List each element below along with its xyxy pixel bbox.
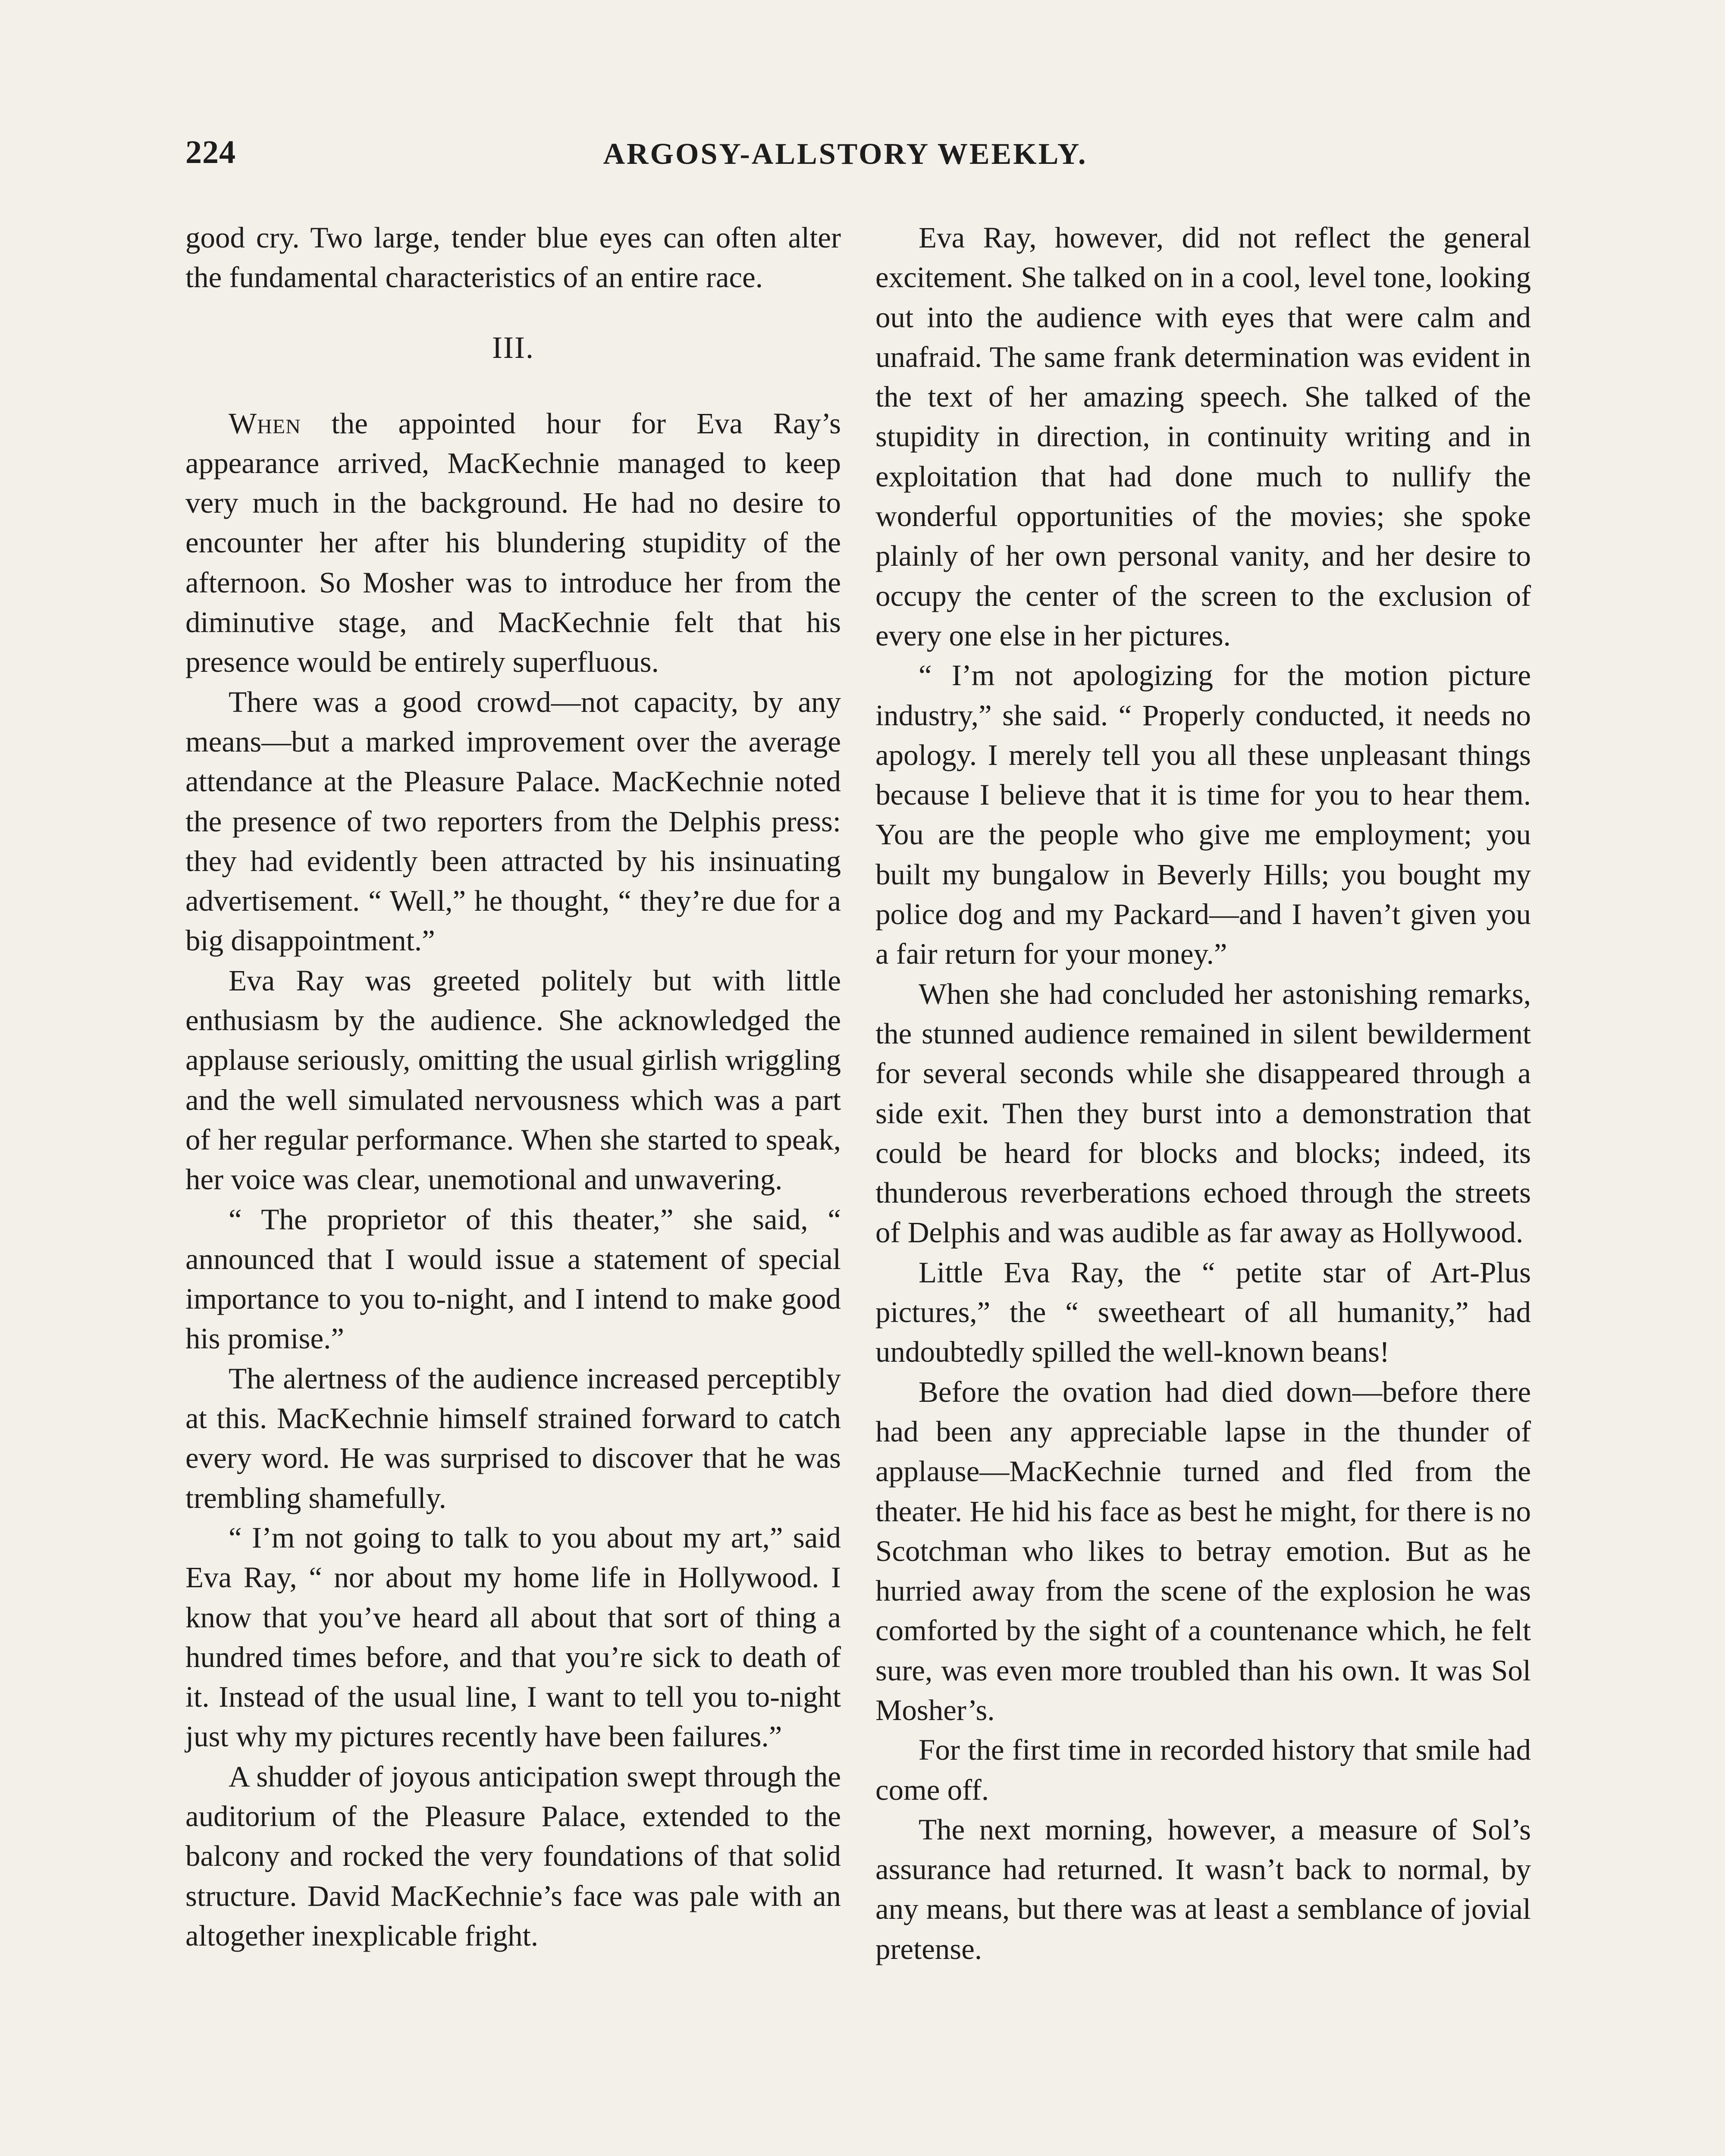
- running-head: ARGOSY-ALLSTORY WEEKLY.: [603, 138, 1088, 171]
- paragraph: The next morning, however, a measure of Sol’s assurance had returned. It wasn’t back to normal, by any means, but there was at least a semblance of jovial pretense.: [875, 1813, 1531, 1965]
- paragraph: For the first time in recorded history that smile had come off.: [875, 1733, 1531, 1806]
- paragraph: Little Eva Ray, the “ petite star of Art-Plus pictures,” the “ sweetheart of all humanity,” had undoubtedly spilled the well-known beans!: [875, 1256, 1531, 1369]
- paragraph: There was a good crowd—not capacity, by any means—but a marked improvement over the average attendance at the Pleasure Palace. MacKechnie noted the presence of two reporters from the Delphis press: they had evidently been attracted by his insinuating advertisement. “ Well,” he thought, “ they’re due for a big disappointment.”: [185, 685, 841, 957]
- paragraph: [185, 404, 841, 682]
- paragraph: Eva Ray was greeted politely but with little enthusiasm by the audience. She acknowledged the applause seriously, omitting the usual girlish wriggling and the well simulated nervousness which was a part of her regular performance. When she started to speak, her voice was clear, unemotional and unwavering.: [185, 964, 841, 1196]
- page-number: 224: [185, 134, 236, 170]
- paragraph-text: the appointed hour for Eva Ray’s appearance arrived, MacKechnie managed to keep very much in the background. He had no desire to encounter her after his blundering stupidity of the afternoon. So Mosher was to introduce her from the diminutive stage, and MacKechnie felt that his presence would be entirely superfluous.: [185, 407, 841, 679]
- drop-word: When: [229, 407, 301, 440]
- paragraph: “ I’m not going to talk to you about my art,” said Eva Ray, “ nor about my home life in Hollywood. I know that you’ve heard all about that sort of thing a hundred times before, and that you’re sick to death of it. Instead of the usual line, I want to tell you to-night just why my pictures recently have been failures.”: [185, 1521, 841, 1753]
- paragraph: The alertness of the audience increased perceptibly at this. MacKechnie himself strained forward to catch every word. He was surprised to discover that he was trembling shamefully.: [185, 1362, 841, 1514]
- paragraph: Before the ovation had died down—before there had been any appreciable lapse in the thunder of applause—MacKechnie turned and fled from the theater. He hid his face as best he might, for there is no Scotchman who likes to betray emotion. But as he hurried away from the scene of the explosion he was comforted by the sight of a countenance which, he felt sure, was even more troubled than his own. It was Sol Mosher’s.: [875, 1375, 1531, 1727]
- right-column: [875, 218, 1531, 1969]
- left-column: [185, 218, 841, 1955]
- paragraph: “ The proprietor of this theater,” she said, “ announced that I would issue a statement of special importance to you to-night, and I intend to make good his promise.”: [185, 1203, 841, 1355]
- section-heading: III.: [492, 330, 534, 365]
- paragraph: A shudder of joyous anticipation swept through the auditorium of the Pleasure Palace, extended to the balcony and rocked the very foundations of that solid structure. David MacKechnie’s face was pale with an altogether inexplicable fright.: [185, 1760, 841, 1952]
- paragraph: “ I’m not apologizing for the motion picture industry,” she said. “ Properly conducted, it needs no apology. I merely tell you all these unpleasant things because I believe that it is time for you to hear them. You are the people who give me employment; you built my bungalow in Beverly Hills; you bought my police dog and my Packard—and I haven’t given you a fair return for your money.”: [875, 659, 1531, 971]
- paragraph: Eva Ray, however, did not reflect the general excitement. She talked on in a cool, level tone, looking out into the audience with eyes that were calm and unafraid. The same frank determination was evident in the text of her amazing speech. She talked of the stupidity in direction, in continuity writing and in exploitation that had done much to nullify the wonderful opportunities of the movies; she spoke plainly of her own personal vanity, and her desire to occupy the center of the screen to the exclusion of every one else in her pictures.: [875, 221, 1531, 652]
- paragraph: When she had concluded her astonishing remarks, the stunned audience remained in silent bewilderment for several seconds while she disappeared through a side exit. Then they burst into a demonstration that could be heard for blocks and blocks; indeed, its thunderous reverberations echoed through the streets of Delphis and was audible as far away as Hollywood.: [875, 977, 1531, 1249]
- paragraph: good cry. Two large, tender blue eyes can often alter the fundamental characteristics of an entire race.: [185, 221, 841, 294]
- page-header: [185, 134, 1505, 181]
